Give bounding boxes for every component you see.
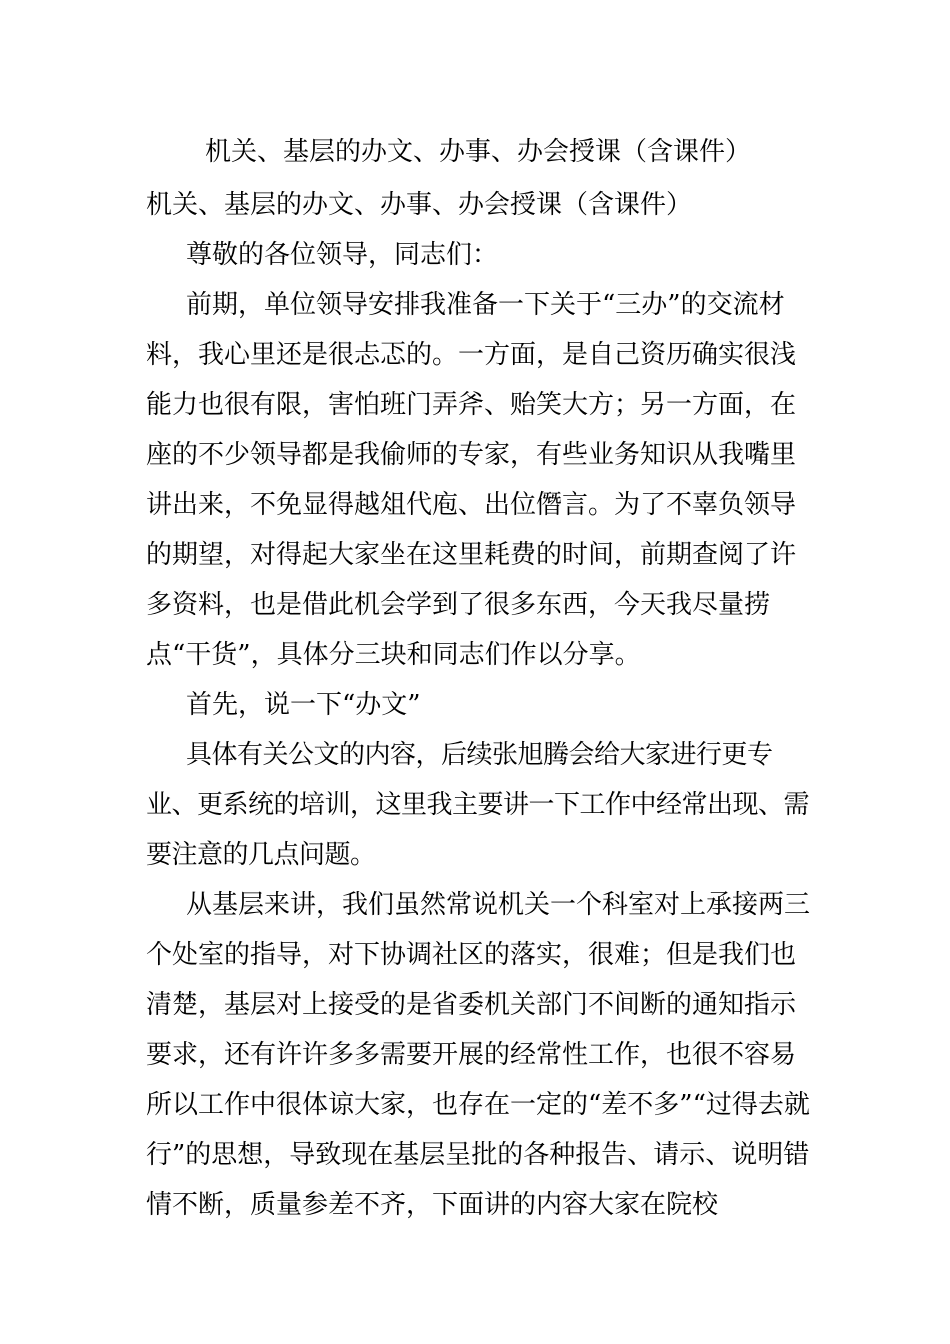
paragraph-banwen-overview: 具体有关公文的内容，后续张旭腾会给大家进行更专业、更系统的培训，这里我主要讲一下工作中经常出现、需要注意的几点问题。 [146,740,810,870]
document-title: 机关、基层的办文、办事、办会授课（含课件） [205,137,752,167]
document-body [146,180,816,1230]
paragraph-greeting: 尊敬的各位领导，同志们： [186,240,499,270]
paragraph-grassroots: 从基层来讲，我们虽然常说机关一个科室对上承接两三个处室的指导，对下协调社区的落实，很难；但是我们也清楚，基层对上接受的是省委机关部门不间断的通知指示要求，还有许许多多需要开展的经常性工作，也很不容易所以工作中很体谅大家，也存在一定的“差不多”“过得去就行”的思想，导致现在基层呈批的各种报告、请示、说明错情不断，质量参差不齐，下面讲的内容大家在院校 [146,890,811,1220]
paragraph-intro: 前期，单位领导安排我准备一下关于“三办”的交流材料，我心里还是很忐忑的。一方面，是自己资历确实很浅能力也很有限，害怕班门弄斧、贻笑大方；另一方面，在座的不少领导都是我偷师的专家，有些业务知识从我嘴里讲出来，不免显得越俎代庖、出位僭言。为了不辜负领导的期望，对得起大家坐在这里耗费的时间，前期查阅了许多资料，也是借此机会学到了很多东西，今天我尽量捞点“干货”，具体分三块和同志们作以分享。 [146,290,797,670]
document-subtitle: 机关、基层的办文、办事、办会授课（含课件） [146,190,693,220]
section-heading-banwen: 首先，说一下“办文” [186,690,421,720]
